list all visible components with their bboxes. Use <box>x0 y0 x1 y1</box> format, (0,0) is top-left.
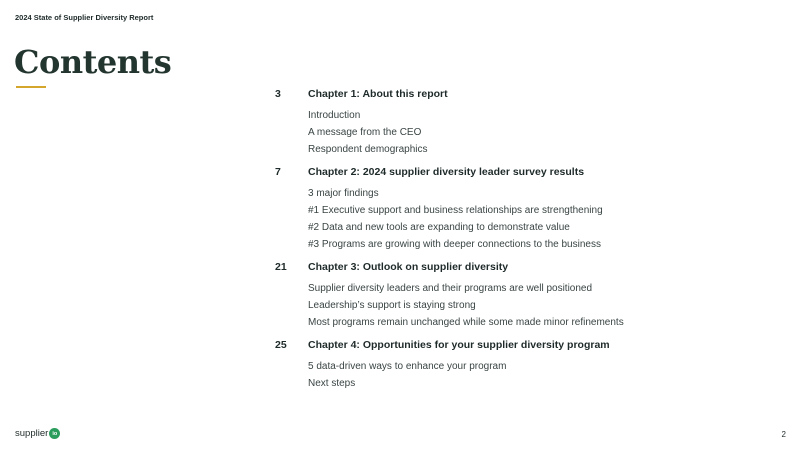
section-item[interactable]: #1 Executive support and business relationships are strengthening <box>308 205 603 216</box>
chapter-title[interactable]: Chapter 3: Outlook on supplier diversity <box>308 261 509 273</box>
chapter-page-number: 25 <box>275 339 287 351</box>
title-accent-rule <box>16 86 46 88</box>
chapter-sections <box>308 107 775 158</box>
page-number: 2 <box>781 430 786 439</box>
chapter-4 <box>275 339 775 392</box>
section-item[interactable]: Respondent demographics <box>308 144 428 155</box>
section-item[interactable]: Introduction <box>308 110 361 121</box>
section-item[interactable]: 3 major findings <box>308 188 379 199</box>
chapter-title[interactable]: Chapter 4: Opportunities for your supplier diversity program <box>308 339 610 351</box>
section-item[interactable]: Leadership’s support is staying strong <box>308 300 476 311</box>
section-item[interactable]: #2 Data and new tools are expanding to demonstrate value <box>308 222 570 233</box>
section-item[interactable]: 5 data-driven ways to enhance your program <box>308 361 507 372</box>
chapter-title[interactable]: Chapter 2: 2024 supplier diversity leader survey results <box>308 166 585 178</box>
table-of-contents <box>275 88 775 400</box>
page-title: Contents <box>14 43 172 81</box>
chapter-1 <box>275 88 775 158</box>
chapter-sections <box>308 358 775 392</box>
chapter-page-number: 7 <box>275 166 281 178</box>
chapter-2 <box>275 166 775 253</box>
logo-text: supplier <box>15 428 49 439</box>
section-item[interactable]: Most programs remain unchanged while some made minor refinements <box>308 317 624 328</box>
chapter-page-number: 3 <box>275 88 281 100</box>
section-item[interactable]: A message from the CEO <box>308 127 422 138</box>
chapter-sections <box>308 185 775 253</box>
section-item[interactable]: Next steps <box>308 378 356 389</box>
chapter-3 <box>275 261 775 331</box>
chapter-sections <box>308 280 775 331</box>
chapter-page-number: 21 <box>275 261 287 273</box>
chapter-title[interactable]: Chapter 1: About this report <box>308 88 448 100</box>
section-item[interactable]: Supplier diversity leaders and their programs are well positioned <box>308 283 593 294</box>
logo-badge-icon: io <box>49 428 60 439</box>
report-title: 2024 State of Supplier Diversity Report <box>15 13 154 22</box>
supplier-io-logo <box>15 428 60 439</box>
section-item[interactable]: #3 Programs are growing with deeper connections to the business <box>308 239 601 250</box>
